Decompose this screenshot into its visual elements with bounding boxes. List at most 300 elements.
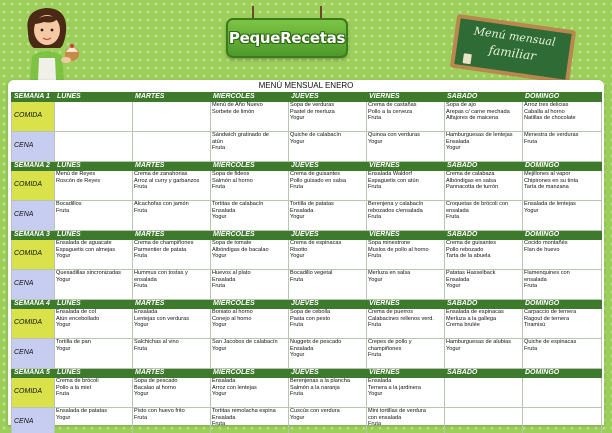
day-header: SÁBADO: [445, 369, 523, 378]
week-header-row: [12, 231, 602, 240]
dish: Yogur: [56, 414, 71, 421]
dish: Fruta: [212, 421, 226, 428]
dish: Sopa de verduras: [290, 102, 335, 108]
menu-cell[interactable]: [445, 240, 523, 270]
dish: Pasta con pesto: [290, 315, 331, 322]
menu-cell[interactable]: [523, 240, 602, 270]
dish: Sopa de cebolla: [290, 309, 331, 315]
menu-cell[interactable]: [523, 201, 602, 231]
dish: Ensalada: [212, 276, 236, 283]
board-line2: familiar: [487, 42, 537, 64]
dish: Cuscús con verdura: [290, 408, 340, 414]
menu-cell[interactable]: [445, 102, 523, 132]
menu-cell[interactable]: [445, 309, 523, 339]
dish: Yogur: [56, 322, 71, 329]
menu-cell[interactable]: [367, 339, 445, 369]
menu-cell[interactable]: [211, 171, 289, 201]
dish: Yogur: [368, 138, 383, 145]
day-header: JUEVES: [289, 162, 367, 171]
dish: ensalada: [524, 276, 547, 283]
day-header: LUNES: [55, 231, 133, 240]
dish: Mini tortillas de verdura: [368, 408, 426, 414]
menu-cell[interactable]: [523, 270, 602, 300]
dish: Ensalada: [212, 378, 236, 384]
dish: Fruta: [524, 345, 538, 352]
dish: Fruta: [134, 253, 148, 260]
day-header: JUEVES: [289, 300, 367, 309]
dish: Quinoa con verduras: [368, 132, 420, 138]
dish: Chipirones en su tinta: [524, 177, 579, 184]
menu-sheet: [8, 80, 604, 428]
dish: atún: [212, 138, 223, 145]
dish: Patatas Hasselback: [446, 270, 496, 276]
day-header: DOMINGO: [523, 231, 602, 240]
menu-cell[interactable]: [133, 309, 211, 339]
menu-cell[interactable]: [289, 201, 367, 231]
dish: Yogur: [212, 345, 227, 352]
dish: Crema brulée: [446, 322, 480, 329]
menu-cell[interactable]: [133, 408, 211, 433]
menu-table: [11, 92, 602, 433]
day-header: MARTES: [133, 162, 211, 171]
dish: Fruta: [446, 214, 460, 221]
dish: Pollo rebozado: [446, 246, 484, 253]
menu-cell[interactable]: [55, 378, 133, 408]
dish: Ensalada de patatas: [56, 408, 108, 414]
dish: champiñones: [368, 345, 402, 352]
dish: Fruta: [290, 184, 304, 191]
day-header: DOMINGO: [523, 369, 602, 378]
menu-cell[interactable]: [289, 378, 367, 408]
dish: Sopa de ajo: [446, 102, 476, 108]
menu-cell[interactable]: [523, 132, 602, 162]
dish: Arroz al curry y garbanzos: [134, 177, 200, 184]
cena-label: CENA: [12, 201, 55, 231]
dish: Yogur: [290, 352, 305, 359]
dish: Muslos de pollo al horno: [368, 246, 429, 253]
dish: Crema de espinacas: [290, 240, 342, 246]
dish: Pannacotta de turrón: [446, 184, 499, 191]
menu-cell[interactable]: [367, 102, 445, 132]
menu-cell[interactable]: [289, 309, 367, 339]
comida-label: COMIDA: [12, 309, 55, 339]
dish: Crema de puerros: [368, 309, 414, 315]
dish: Yogur: [134, 322, 149, 329]
dish: Carpaccio de ternera: [524, 309, 577, 315]
dish: Sándwich gratinado de: [212, 132, 269, 138]
week-label: SEMANA 1: [12, 93, 55, 102]
dish: Parmentier de patata: [134, 246, 187, 253]
dish: Yogur: [212, 391, 227, 398]
dish: Tortitas remolacha espina: [212, 408, 276, 414]
menu-cell[interactable]: [367, 378, 445, 408]
dish: Alcachofas con jamón: [134, 201, 189, 207]
dish: Yogur: [368, 391, 383, 398]
menu-cell[interactable]: [133, 102, 211, 132]
comida-row: [12, 240, 602, 270]
dish: Fruta: [524, 138, 538, 145]
dish: Fruta: [524, 283, 538, 290]
menu-cell[interactable]: [367, 408, 445, 433]
menu-cell[interactable]: [55, 408, 133, 433]
day-header: LUNES: [55, 369, 133, 378]
dish: Yogur: [290, 214, 305, 221]
dish: Ensalada de col: [56, 309, 96, 315]
menu-title: MENÚ MENSUAL ENERO: [258, 81, 354, 90]
week-header-row: [12, 300, 602, 309]
dish: Crema de castañas: [368, 102, 417, 108]
day-header: MIÉRCOLES: [211, 231, 289, 240]
day-header: MIÉRCOLES: [211, 300, 289, 309]
dish: Quiche de calabacín: [290, 132, 341, 138]
day-header: MIÉRCOLES: [211, 369, 289, 378]
dish: Pollo guisado en salsa: [290, 177, 346, 184]
menu-cell[interactable]: [445, 201, 523, 231]
menu-cell[interactable]: [211, 309, 289, 339]
dish: Yogur: [56, 345, 71, 352]
menu-cell[interactable]: [211, 378, 289, 408]
dish: Ensalada: [446, 138, 470, 145]
menu-cell[interactable]: [367, 270, 445, 300]
dish: Huevos al plato: [212, 270, 251, 276]
dish: Fruta: [368, 214, 382, 221]
week-label: SEMANA 2: [12, 162, 55, 171]
dish: ensalada: [446, 207, 469, 214]
dish: Quiche de espinacas: [524, 339, 577, 345]
dish: Salchichas al vino: [134, 339, 179, 345]
dish: Fruta: [134, 414, 148, 421]
dish: Arepas c/ carne mechada: [446, 108, 510, 115]
day-header: JUEVES: [289, 369, 367, 378]
menu-cell[interactable]: [211, 201, 289, 231]
menu-cell[interactable]: [523, 102, 602, 132]
dish: Yogur: [368, 276, 383, 283]
dish: Alfajores de maicena: [446, 115, 499, 122]
day-header: JUEVES: [289, 231, 367, 240]
dish: Atún encebollado: [56, 315, 100, 322]
week-header-row: [12, 93, 602, 102]
dish: Sopa de tomate: [212, 240, 252, 246]
menu-cell[interactable]: [289, 339, 367, 369]
dish: Bocadillos: [56, 201, 82, 207]
dish: Risotto: [290, 246, 308, 253]
dish: Flamenquines con: [524, 270, 570, 276]
dish: Menú de Reyes: [56, 171, 96, 177]
dish: Conejo al horno: [212, 315, 252, 322]
dish: Ensalada de lentejas: [524, 201, 576, 207]
dish: Yogur: [212, 322, 227, 329]
dish: Fruta: [134, 184, 148, 191]
dish: Merluza en salsa: [368, 270, 411, 276]
dish: Berenjena y calabacín: [368, 201, 424, 207]
menu-cell[interactable]: [133, 270, 211, 300]
menu-cell[interactable]: [133, 339, 211, 369]
menu-cell[interactable]: [133, 240, 211, 270]
dish: Yogur: [212, 214, 227, 221]
chef-girl-illustration: [14, 2, 84, 80]
dish: Arroz tres delicias: [524, 102, 569, 108]
menu-cell[interactable]: [523, 378, 602, 408]
menu-cell[interactable]: [211, 339, 289, 369]
dish: Yogur: [56, 276, 71, 283]
dish: Crema de brócoli: [56, 378, 99, 384]
dish: Albóndigas de bacalao: [212, 246, 269, 253]
day-header: VIERNES: [367, 369, 445, 378]
dish: Espaguetis con almejas: [56, 246, 116, 253]
menu-cell[interactable]: [55, 339, 133, 369]
dish: Caballa al horno: [524, 108, 565, 115]
comida-label: COMIDA: [12, 171, 55, 201]
dish: Yogur: [290, 414, 305, 421]
menu-cell[interactable]: [289, 408, 367, 433]
day-header: LUNES: [55, 162, 133, 171]
menu-cell[interactable]: [211, 270, 289, 300]
menu-cell[interactable]: [55, 132, 133, 162]
dish: Yogur: [446, 283, 461, 290]
dish: Ensalada de espinacas: [446, 309, 504, 315]
dish: Crema de calabaza: [446, 171, 495, 177]
week-header-row: [12, 369, 602, 378]
dish: Ensalada de aguacate: [56, 240, 112, 246]
menu-cell[interactable]: [445, 270, 523, 300]
dish: Crema de champiñones: [134, 240, 194, 246]
dish: Flan de huevo: [524, 246, 560, 253]
cena-row: [12, 408, 602, 433]
menu-cell[interactable]: [289, 270, 367, 300]
menu-cell[interactable]: [55, 102, 133, 132]
menu-cell[interactable]: [289, 240, 367, 270]
dish: Ensalada: [368, 378, 392, 384]
week-header-row: [12, 162, 602, 171]
dish: Fruta: [368, 322, 382, 329]
menu-cell[interactable]: [445, 339, 523, 369]
dish: Mejillones al vapor: [524, 171, 571, 177]
dish: Crema de guisantes: [290, 171, 341, 177]
dish: Fruta: [368, 184, 382, 191]
dish: Tiramisú: [524, 322, 546, 329]
dish: Sopa de fideos: [212, 171, 250, 177]
dish: Fruta: [290, 391, 304, 398]
menu-cell[interactable]: [289, 171, 367, 201]
menu-cell[interactable]: [211, 408, 289, 433]
cena-label: CENA: [12, 408, 55, 433]
cena-row: [12, 270, 602, 300]
dish: Cocido montañés: [524, 240, 568, 246]
week-label: SEMANA 3: [12, 231, 55, 240]
day-header: MARTES: [133, 93, 211, 102]
dish: Pollo a la cerveza: [368, 108, 413, 115]
dish: Ensalada Waldorf: [368, 171, 412, 177]
menu-cell[interactable]: [367, 132, 445, 162]
dish: Roscón de Reyes: [56, 177, 101, 184]
menu-cell[interactable]: [289, 102, 367, 132]
dish: Menestra de verduras: [524, 132, 579, 138]
dish: Nuggets de pescado: [290, 339, 342, 345]
menu-cell[interactable]: [445, 408, 523, 433]
dish: Yogur: [56, 253, 71, 260]
menu-cell[interactable]: [445, 132, 523, 162]
dish: Ensalada: [290, 345, 314, 352]
day-header: SÁBADO: [445, 231, 523, 240]
dish: Fruta: [134, 345, 148, 352]
dish: Yogur: [524, 207, 539, 214]
dish: Ensalada: [290, 207, 314, 214]
day-header: MIÉRCOLES: [211, 162, 289, 171]
day-header: VIERNES: [367, 162, 445, 171]
day-header: LUNES: [55, 93, 133, 102]
dish: San Jacobos de calabacín: [212, 339, 278, 345]
menu-cell[interactable]: [211, 240, 289, 270]
cena-label: CENA: [12, 270, 55, 300]
cena-row: [12, 339, 602, 369]
dish: Fruta: [134, 207, 148, 214]
dish: Yogur: [212, 253, 227, 260]
comida-label: COMIDA: [12, 378, 55, 408]
dish: Ensalada: [212, 414, 236, 421]
comida-label: COMIDA: [12, 102, 55, 132]
week-label: SEMANA 5: [12, 369, 55, 378]
menu-cell[interactable]: [133, 378, 211, 408]
day-header: DOMINGO: [523, 162, 602, 171]
dish: Tortitas de calabacín: [212, 201, 264, 207]
dish: Yogur: [446, 345, 461, 352]
menu-cell[interactable]: [55, 309, 133, 339]
dish: Sorbete de limón: [212, 108, 255, 115]
dish: Fruta: [290, 322, 304, 329]
dish: Arroz con lentejas: [212, 384, 257, 391]
day-header: SÁBADO: [445, 93, 523, 102]
dish: Salmón a la naranja: [290, 384, 340, 391]
dish: Hamburguesas de alubias: [446, 339, 511, 345]
dish: Lentejas con verduras: [134, 315, 190, 322]
day-header: JUEVES: [289, 93, 367, 102]
dish: Salmón al horno: [212, 177, 253, 184]
menu-cell[interactable]: [523, 309, 602, 339]
dish: Tarta de la abuela: [446, 253, 491, 260]
logo-sign[interactable]: [222, 6, 352, 64]
menu-cell[interactable]: [367, 309, 445, 339]
dish: Quesadillas sincronizadas: [56, 270, 121, 276]
menu-cell[interactable]: [55, 171, 133, 201]
logo[interactable]: [226, 18, 348, 58]
chalkboard-sign: [450, 14, 576, 84]
menu-cell[interactable]: [367, 201, 445, 231]
dish: Yogur: [290, 138, 305, 145]
dish: Pastel de merluza: [290, 108, 335, 115]
dish: Calabacines rellenos verd.: [368, 315, 434, 322]
menu-cell[interactable]: [289, 132, 367, 162]
comida-row: [12, 309, 602, 339]
dish: Ensalada: [446, 276, 470, 283]
dish: Fruta: [368, 352, 382, 359]
day-header: DOMINGO: [523, 300, 602, 309]
dish: Fruta: [56, 391, 70, 398]
day-header: MARTES: [133, 300, 211, 309]
dish: Croquetas de brócoli con: [446, 201, 509, 207]
cena-label: CENA: [12, 339, 55, 369]
dish: con ensalada: [368, 414, 402, 421]
dish: Natillas de chocolate: [524, 115, 576, 122]
dish: Tarta de manzana: [524, 184, 569, 191]
dish: Tortilla de patatas: [290, 201, 334, 207]
dish: Ensalada: [134, 309, 158, 315]
cena-label: CENA: [12, 132, 55, 162]
comida-row: [12, 171, 602, 201]
dish: Ternera a la jardinera: [368, 384, 421, 391]
menu-cell[interactable]: [211, 102, 289, 132]
dish: Pisto con huevo frito: [134, 408, 185, 414]
menu-cell[interactable]: [133, 201, 211, 231]
menu-cell[interactable]: [445, 171, 523, 201]
board-line1: Menú mensual: [473, 24, 557, 49]
dish: Crepes de pollo y: [368, 339, 412, 345]
dish: Bocadillo vegetal: [290, 270, 333, 276]
dish: Fruta: [212, 283, 226, 290]
week-label: SEMANA 4: [12, 300, 55, 309]
day-header: LUNES: [55, 300, 133, 309]
dish: Merluza a la gallega: [446, 315, 497, 322]
menu-cell[interactable]: [523, 408, 602, 433]
dish: Fruta: [212, 184, 226, 191]
dish: Fruta: [56, 207, 70, 214]
menu-cell[interactable]: [133, 171, 211, 201]
day-header: VIERNES: [367, 231, 445, 240]
menu-cell[interactable]: [367, 240, 445, 270]
dish: Boniato al horno: [212, 309, 253, 315]
day-header: VIERNES: [367, 300, 445, 309]
dish: Menú de Año Nuevo: [212, 102, 263, 108]
menu-cell[interactable]: [55, 240, 133, 270]
dish: Crema de guisantes: [446, 240, 497, 246]
comida-row: [12, 102, 602, 132]
dish: Pollo a la miel: [56, 384, 91, 391]
dish: Fruta: [368, 115, 382, 122]
dish: ensalada: [134, 276, 157, 283]
dish: Hummus con tostas y: [134, 270, 188, 276]
dish: Yogur: [134, 391, 149, 398]
menu-cell[interactable]: [367, 171, 445, 201]
dish: Fruta: [212, 145, 226, 152]
dish: Fruta: [368, 421, 382, 428]
menu-cell[interactable]: [55, 201, 133, 231]
logo-text: PequeRecetas: [228, 29, 346, 47]
dish: Hamburguesas de lentejas: [446, 132, 513, 138]
menu-cell[interactable]: [133, 132, 211, 162]
chalk-icon: [463, 53, 472, 64]
dish: Berenjenas a la plancha: [290, 378, 351, 384]
dish: Tortilla de pan: [56, 339, 91, 345]
dish: Sopa de pescado: [134, 378, 178, 384]
dish: Yogur: [290, 115, 305, 122]
dish: Yogur: [446, 145, 461, 152]
comida-row: [12, 378, 602, 408]
day-header: VIERNES: [367, 93, 445, 102]
menu-cell[interactable]: [55, 270, 133, 300]
dish: rebozados c/ensalada: [368, 207, 423, 214]
menu-cell[interactable]: [211, 132, 289, 162]
menu-cell[interactable]: [445, 378, 523, 408]
menu-cell[interactable]: [523, 339, 602, 369]
dish: Yogur: [290, 253, 305, 260]
page-header: [0, 0, 612, 80]
cena-row: [12, 201, 602, 231]
day-header: MARTES: [133, 369, 211, 378]
day-header: DOMINGO: [523, 93, 602, 102]
dish: Albóndigas en salsa: [446, 177, 497, 184]
day-header: SÁBADO: [445, 300, 523, 309]
dish: Fruta: [368, 253, 382, 260]
menu-cell[interactable]: [523, 171, 602, 201]
